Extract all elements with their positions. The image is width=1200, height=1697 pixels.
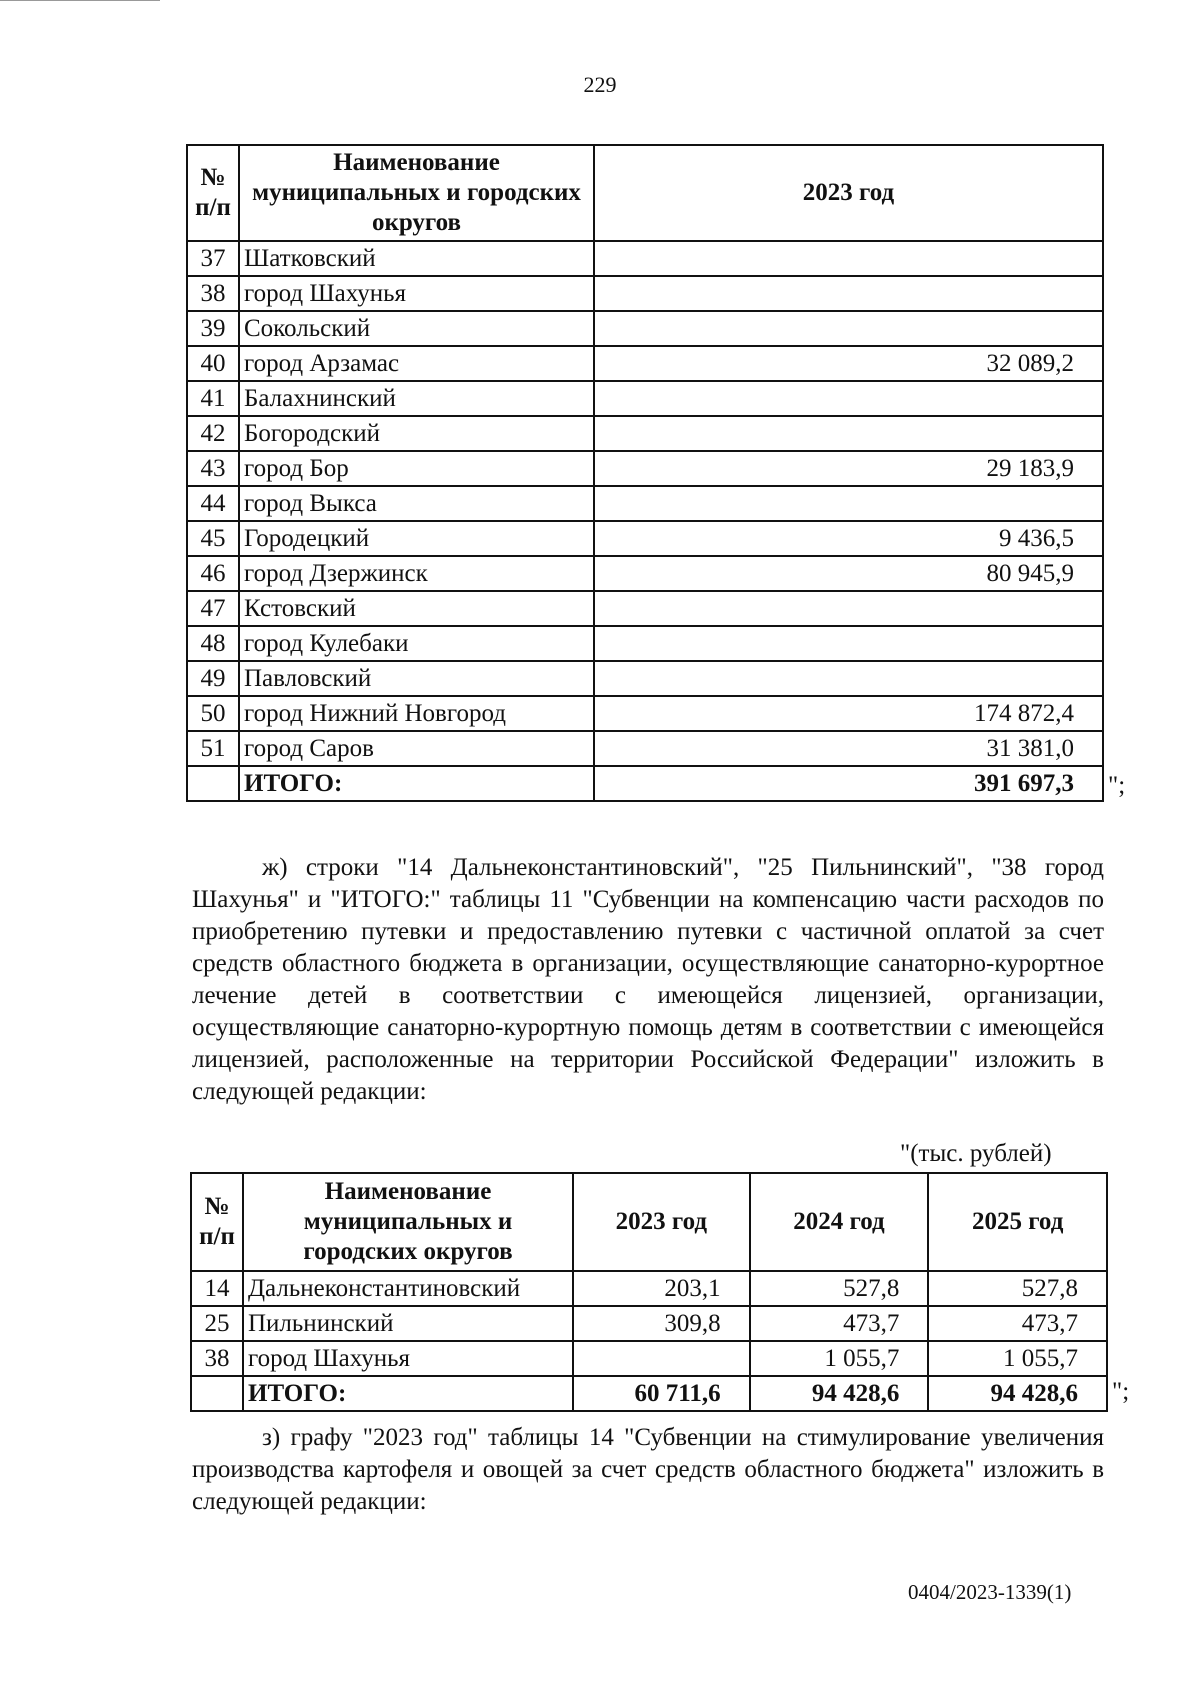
table-row [187,626,1103,661]
header-name: Наименование муниципальных и городских округов [239,145,594,241]
value-cell: 174 872,4 [594,696,1103,731]
page-number: 229 [583,72,617,97]
value-cell: 9 436,5 [594,521,1103,556]
row-number: 38 [187,276,239,311]
district-name: город Шахунья [239,276,594,311]
value-cell: 1 055,7 [750,1341,929,1376]
header-2023: 2023 год [594,145,1103,241]
row-number: 38 [191,1341,243,1376]
document-code: 0404/2023-1339(1) [908,1580,1072,1604]
district-name: Городецкий [239,521,594,556]
district-name: город Бор [239,451,594,486]
table-row [187,311,1103,346]
district-name: город Саров [239,731,594,766]
value-cell [573,1341,750,1376]
total-row [191,1376,1107,1411]
total-value: 391 697,3 [594,766,1103,801]
header-2025: 2025 год [928,1173,1107,1271]
table-row [187,241,1103,276]
value-cell [594,276,1103,311]
value-cell: 473,7 [928,1306,1107,1341]
header-number: № п/п [187,145,239,241]
total-2023: 60 711,6 [573,1376,750,1411]
total-2024: 94 428,6 [750,1376,929,1411]
table-row [191,1341,1107,1376]
total-row [187,766,1103,801]
row-number: 47 [187,591,239,626]
value-cell [594,661,1103,696]
scan-edge-line [0,0,160,1]
district-name: Дальнеконстантиновский [243,1271,573,1306]
value-cell [594,381,1103,416]
value-cell [594,416,1103,451]
row-number: 44 [187,486,239,521]
value-cell: 32 089,2 [594,346,1103,381]
table-row [187,731,1103,766]
district-name: город Дзержинск [239,556,594,591]
header-2024: 2024 год [750,1173,929,1271]
value-cell: 31 381,0 [594,731,1103,766]
district-name: Кстовский [239,591,594,626]
closing-quote: "; [1108,772,1126,799]
value-cell [594,311,1103,346]
header-name: Наименование муниципальных и городских округов [243,1173,573,1271]
value-cell [594,591,1103,626]
table-row [187,416,1103,451]
value-cell [594,241,1103,276]
row-number: 49 [187,661,239,696]
value-cell: 29 183,9 [594,451,1103,486]
row-number: 40 [187,346,239,381]
total-label: ИТОГО: [239,766,594,801]
value-cell: 203,1 [573,1271,750,1306]
table-row [187,521,1103,556]
table-row [187,451,1103,486]
district-name: город Шахунья [243,1341,573,1376]
district-name: Сокольский [239,311,594,346]
row-number: 48 [187,626,239,661]
value-cell: 309,8 [573,1306,750,1341]
district-name: Павловский [239,661,594,696]
table-row [191,1306,1107,1341]
paragraph-z: з) графу "2023 год" таблицы 14 "Субвенции на стимулирование увеличения производства картофеля и овощей за счет средств областного бюджета" изложить в следующей редакции: [192,1424,1104,1515]
header-number: № п/п [191,1173,243,1271]
total-label: ИТОГО: [243,1376,573,1411]
row-number: 46 [187,556,239,591]
district-name: Балахнинский [239,381,594,416]
table-row [187,486,1103,521]
value-cell [594,486,1103,521]
row-number: 51 [187,731,239,766]
table-row [187,661,1103,696]
row-number: 41 [187,381,239,416]
header-2023: 2023 год [573,1173,750,1271]
table-row [187,556,1103,591]
table-row [187,346,1103,381]
value-cell: 1 055,7 [928,1341,1107,1376]
district-name: Шатковский [239,241,594,276]
total-2025: 94 428,6 [928,1376,1107,1411]
row-number: 14 [191,1271,243,1306]
paragraph-zh: ж) строки "14 Дальнеконстантиновский", "25 Пильнинский", "38 город Шахунья" и "ИТОГО:" таблицы 11 "Субвенции на компенсацию части расходов по приобретению путевки и предоставлению путевки с частичной оплатой за счет средств областного бюджета в организации, осуществляющие санаторно-курортное лечение детей в соответствии с имеющейся лицензией, организации, осуществляющие санаторно-курортную помощь детям в соответствии с имеющейся лицензией, расположенные на территории Российской Федерации" изложить в следующей редакции: [192,854,1104,1105]
table-11-subventions [190,1172,1108,1412]
row-number: 43 [187,451,239,486]
closing-quote: "; [1112,1378,1130,1405]
district-name: город Арзамас [239,346,594,381]
row-number: 50 [187,696,239,731]
district-name: Пильнинский [243,1306,573,1341]
table-row [187,276,1103,311]
district-name: город Кулебаки [239,626,594,661]
table-2023-allocations [186,144,1104,802]
value-cell: 80 945,9 [594,556,1103,591]
value-cell [594,626,1103,661]
value-cell: 473,7 [750,1306,929,1341]
row-number: 39 [187,311,239,346]
table-row [187,381,1103,416]
row-number: 42 [187,416,239,451]
district-name: город Выкса [239,486,594,521]
row-number: 45 [187,521,239,556]
unit-label: "(тыс. рублей) [900,1140,1052,1167]
table-row [187,591,1103,626]
value-cell: 527,8 [928,1271,1107,1306]
district-name: Богородский [239,416,594,451]
row-number: 25 [191,1306,243,1341]
row-number: 37 [187,241,239,276]
value-cell: 527,8 [750,1271,929,1306]
district-name: город Нижний Новгород [239,696,594,731]
table-row [187,696,1103,731]
table-row [191,1271,1107,1306]
